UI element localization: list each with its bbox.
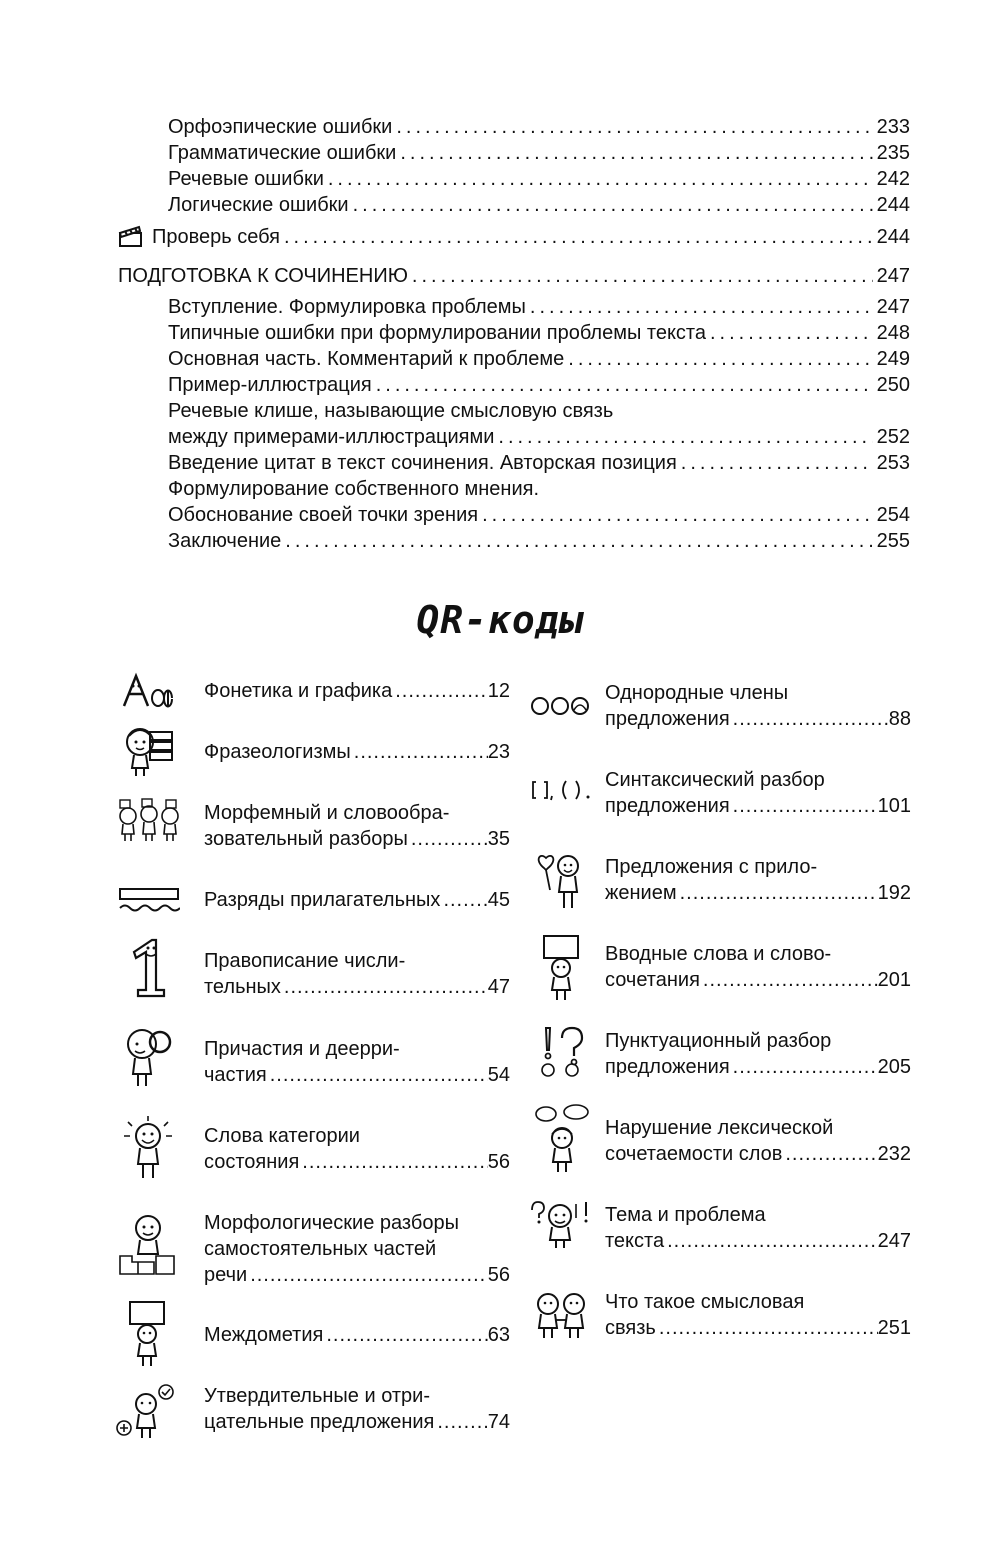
qr-item-page: 251 [877,1317,911,1339]
qr-item-label: Пунктуационный разбор [605,1030,832,1052]
qr-item[interactable] [605,1202,911,1254]
qr-item-label: жением [605,882,677,904]
toc-entry[interactable] [168,142,910,168]
qr-item-label: предложения [605,1056,730,1078]
qr-item-page: 74 [487,1411,510,1433]
toc-label: Орфоэпические ошибки [168,116,393,138]
qr-item-page: 232 [877,1143,911,1165]
qr-item-page: 205 [877,1056,911,1078]
toc-page: 242 [876,168,910,190]
qr-item-label: Правописание числи- [204,950,406,972]
qr-item[interactable] [204,1123,510,1175]
qr-item-label: Фразеологизмы [204,741,351,763]
qr-item[interactable] [204,1036,510,1088]
qr-item[interactable] [204,948,510,1000]
brackets-icon [530,778,600,802]
qr-item-label: Однородные члены [605,682,789,704]
qr-item[interactable] [605,1115,911,1167]
qr-item-label: текста [605,1230,665,1252]
qr-item[interactable] [204,800,510,852]
toc-label: ПОДГОТОВКА К СОЧИНЕНИЮ [118,265,408,287]
qr-item-label: Морфологические разборы [204,1212,459,1234]
punctuation-icon [532,1024,590,1078]
toc-entry[interactable] [168,296,910,322]
qr-item[interactable] [605,767,911,819]
toc-label: Логические ошибки [168,194,349,216]
qr-item[interactable] [204,1322,510,1348]
toc-page: 249 [876,348,910,370]
qr-item-label: сочетаемости слов [605,1143,783,1165]
toc-label: Формулирование собственного мнения. [168,478,540,500]
kid-magnifier-icon [120,1024,178,1088]
toc-entry[interactable] [168,452,910,478]
qr-item-label: речи [204,1264,248,1286]
toc-page: 254 [876,504,910,526]
qr-item-label: Нарушение лексической [605,1117,834,1139]
kid-with-books-icon [120,724,180,778]
qr-item-label: Вводные слова и слово- [605,943,832,965]
qr-item-label: зовательный разборы [204,828,408,850]
qr-item-page: 63 [487,1324,510,1346]
toc-label: Основная часть. Комментарий к проблеме [168,348,565,370]
qr-item-label: состояния [204,1151,300,1173]
circles-icon [530,694,592,718]
qr-item-page: 56 [487,1264,510,1286]
qr-item-label: тельных [204,976,281,998]
toc-label: Введение цитат в текст сочинения. Авторская позиция [168,452,677,474]
toc-page: 247 [876,265,910,287]
qr-item-page: 45 [487,889,510,911]
toc-entry[interactable] [168,504,910,530]
qr-item-page: 23 [487,741,510,763]
qr-item-label: Морфемный и словообра- [204,802,450,824]
toc-label: Проверь себя [152,226,280,248]
toc-entry[interactable] [168,116,910,142]
toc-entry[interactable] [152,226,910,252]
toc-label: Типичные ошибки при формулировании проблемы текста [168,322,706,344]
toc-label: Речевые клише, называющие смысловую связь [168,400,614,422]
qr-item-page: 192 [877,882,911,904]
qr-item-page: 247 [877,1230,911,1252]
qr-item[interactable] [605,680,911,732]
toc-page: 233 [876,116,910,138]
kid-heart-icon [530,850,592,912]
toc-entry[interactable] [168,322,910,348]
qr-item-label: Причастия и дееpри- [204,1038,400,1060]
qr-item-label: Междометия [204,1324,324,1346]
qr-item[interactable] [204,887,510,913]
qr-item-label: Предложения с прило- [605,856,818,878]
toc-label: Пример-иллюстрация [168,374,372,396]
qr-item[interactable] [204,739,510,765]
qr-item-page: 88 [888,708,911,730]
qr-item-label: Фонетика и графика [204,680,393,702]
toc-page: 247 [876,296,910,318]
qr-item-label: Что такое смысловая [605,1291,805,1313]
qr-item-label: самостоятельных частей [204,1238,437,1260]
kid-sign-icon [126,1300,172,1368]
qr-item-label: Разряды прилагательных [204,889,441,911]
number-one-icon [126,938,174,1000]
qr-item[interactable] [605,854,911,906]
toc-page: 250 [876,374,910,396]
kids-group-icon [116,798,182,842]
kid-question-icon [528,1200,594,1250]
toc-page: 248 [876,322,910,344]
kid-happy-icon [118,1114,178,1180]
qr-item[interactable] [204,1383,510,1435]
toc-entry[interactable] [168,168,910,194]
toc-entry[interactable] [168,348,910,374]
toc-label: Обоснование своей точки зрения [168,504,479,526]
qr-item-label: сочетания [605,969,700,991]
toc-page: 253 [876,452,910,474]
qr-item-label: цательные предложения [204,1411,435,1433]
qr-item-label: Слова категории [204,1125,360,1147]
toc-entry[interactable] [168,530,910,556]
clapperboard-icon [118,224,144,248]
qr-item-page: 56 [487,1151,510,1173]
qr-item-page: 54 [487,1064,510,1086]
toc-entry[interactable] [168,426,910,452]
qr-item[interactable] [204,1210,510,1288]
qr-item[interactable] [605,941,911,993]
qr-item-page: 47 [487,976,510,998]
toc-label: Заключение [168,530,282,552]
qr-item[interactable] [605,1289,911,1341]
qr-item-label: предложения [605,708,730,730]
toc-page: 235 [876,142,910,164]
toc-page: 244 [876,194,910,216]
qr-codes-heading: QR-коды [416,598,584,642]
qr-item-label: Тема и проблема [605,1204,766,1226]
toc-label: Вступление. Формулировка проблемы [168,296,526,318]
toc-page: 255 [876,530,910,552]
qr-item-page: 201 [877,969,911,991]
kid-check-icon [114,1382,178,1440]
toc-entry[interactable] [168,194,910,220]
qr-item-page: 101 [877,795,911,817]
kid-puzzle-icon [116,1212,180,1276]
toc-label: Речевые ошибки [168,168,324,190]
qr-item-page: 12 [487,680,510,702]
toc-entry[interactable] [168,374,910,400]
qr-item-label: Синтаксический разбор [605,769,825,791]
qr-item-label: предложения [605,795,730,817]
qr-item[interactable] [204,678,510,704]
qr-item-label: Утвердительные и отри- [204,1385,431,1407]
toc-page: 252 [876,426,910,448]
kid-thinking-icon [532,1104,592,1174]
underline-wave-icon [118,886,180,914]
kid-board-icon [540,934,586,1002]
letters-a-icon [118,672,182,710]
qr-item-label: частия [204,1064,267,1086]
toc-label: между примерами-иллюстрациями [168,426,495,448]
toc-section[interactable] [118,265,910,291]
toc-page: 244 [876,226,910,248]
qr-item-page: 35 [487,828,510,850]
toc-label: Грамматические ошибки [168,142,397,164]
qr-item-label: связь [605,1317,656,1339]
two-kids-icon [530,1290,592,1340]
qr-item[interactable] [605,1028,911,1080]
